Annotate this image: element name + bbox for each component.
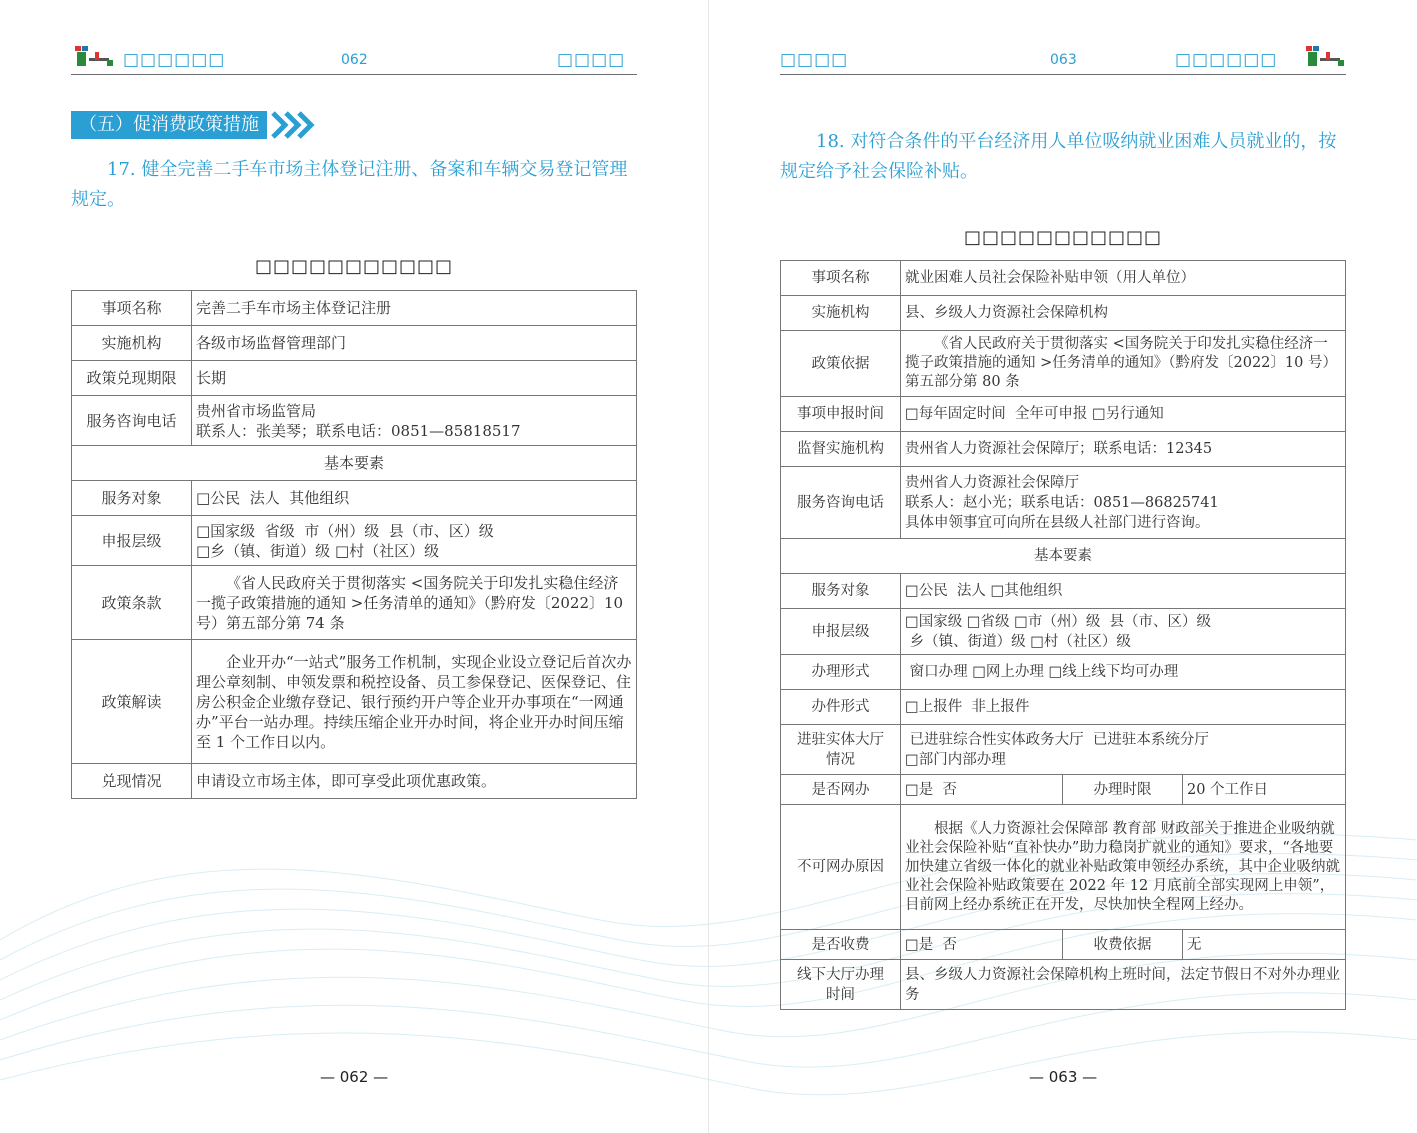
page-header <box>71 44 637 75</box>
level-label: 申报层级 <box>72 516 192 566</box>
item-name-value: 完善二手车市场主体登记注册 <box>192 291 637 326</box>
page-footer: — 062 — <box>320 1068 389 1086</box>
apply-time-value: □每年固定时间 ￼ 全年可申报 □另行通知 <box>901 397 1346 432</box>
level-line-2: ￼ 乡（镇、街道）级 □村（社区）级 <box>905 633 1131 650</box>
online-label: 是否网办 <box>781 775 901 805</box>
basic-elements-heading: 基本要素 <box>781 539 1346 574</box>
table-title: □□□□□□□□□□□ <box>963 227 1163 248</box>
submit-label: 办件形式 <box>781 690 901 725</box>
item-name-label: 事项名称 <box>781 261 901 296</box>
page-062 <box>0 0 708 1133</box>
reason-label: 不可网办原因 <box>781 805 901 930</box>
page-063 <box>709 0 1417 1133</box>
fee-basis-label: 收费依据 <box>1063 930 1183 960</box>
chevron-right-icon <box>269 111 317 139</box>
level-value <box>901 609 1346 655</box>
agency-value: 各级市场监督管理部门 <box>192 326 637 361</box>
status-label: 兑现情况 <box>72 764 192 799</box>
logo-icon <box>1302 44 1348 72</box>
limit-label: 办理时限 <box>1063 775 1183 805</box>
agency-label: 实施机构 <box>72 326 192 361</box>
phone-label: 服务咨询电话 <box>781 467 901 539</box>
fee-basis-value: 无 <box>1183 930 1346 960</box>
limit-value: 20 个工作日 <box>1183 775 1346 805</box>
hall-label <box>781 725 901 775</box>
header-page-number: 062 <box>341 52 368 68</box>
basic-elements-heading: 基本要素 <box>72 446 637 481</box>
offline-value: 县、乡级人力资源社会保障机构上班时间，法定节假日不对外办理业务 <box>901 960 1346 1010</box>
period-label: 政策兑现期限 <box>72 361 192 396</box>
target-value: □公民 ￼ 法人 ￼ 其他组织 <box>192 481 637 516</box>
logo-icon <box>71 44 117 72</box>
page-header <box>780 44 1346 75</box>
policy-paragraph: 18. 对符合条件的平台经济用人单位吸纳就业困难人员就业的，按规定给予社会保险补贴。 <box>780 131 1337 182</box>
clause-value: 《省人民政府关于贯彻落实 <国务院关于印发扎实稳住经济一揽子政策措施的通知 >任务清单的通知》（黔府发〔2022〕10 号）第五部分第 74 条 <box>192 566 637 640</box>
level-line-2: □乡（镇、街道）级 □村（社区）级 <box>196 541 440 560</box>
online-value: □是 ￼ 否 <box>901 775 1063 805</box>
fee-value: □是 ￼ 否 <box>901 930 1063 960</box>
header-left-title: □□□□ <box>780 50 849 70</box>
fee-label: 是否收费 <box>781 930 901 960</box>
header-right-title: □□□□ <box>557 50 626 70</box>
policy-paragraph: 17. 健全完善二手车市场主体登记注册、备案和车辆交易登记管理规定。 <box>71 159 628 210</box>
phone-contact: 联系人：张美琴；联系电话：0851—85818517 <box>196 421 521 440</box>
hall-value <box>901 725 1346 775</box>
table-title: □□□□□□□□□□□ <box>254 256 454 277</box>
status-value: 申请设立市场主体，即可享受此项优惠政策。 <box>192 764 637 799</box>
phone-org: 贵州省市场监管局 <box>196 401 317 420</box>
target-label: 服务对象 <box>72 481 192 516</box>
target-label: 服务对象 <box>781 574 901 609</box>
item-name-label: 事项名称 <box>72 291 192 326</box>
interpret-value: 企业开办“一站式”服务工作机制，实现企业设立登记后首次办理公章刻制、申领发票和税控设备、员工参保登记、医保登记、住房公积金企业缴存登记、银行预约开户等企业开办事项在“一网通办”平台一站办理。持续压缩企业开办时间，将企业开办时间压缩至 1 个工作日以内。 <box>192 640 637 764</box>
header-right-title: □□□□□□ <box>1175 50 1278 70</box>
basis-value: 《省人民政府关于贯彻落实 <国务院关于印发扎实稳住经济一揽子政策措施的通知 >任务清单的通知》（黔府发〔2022〕10 号）第五部分第 80 条 <box>901 331 1346 397</box>
policy-table <box>780 260 1346 1010</box>
basis-label: 政策依据 <box>781 331 901 397</box>
hall-label-line-2: 情况 <box>826 751 855 768</box>
policy-table <box>71 290 637 799</box>
header-page-number: 063 <box>1050 52 1077 68</box>
section-tag <box>71 111 317 139</box>
phone-label: 服务咨询电话 <box>72 396 192 446</box>
section-tag-label: （五）促消费政策措施 <box>71 111 267 139</box>
reason-value: 根据《人力资源社会保障部 教育部 财政部关于推进企业吸纳就业社会保险补贴“直补快办”助力稳岗扩就业的通知》要求，“各地要加快建立省级一体化的就业补贴政策申领经办系统，其中企业吸纳就业社会保险补贴政策要在 2022 年 12 月底前全部实现网上申领”，目前网上经办系统正在开发，尽快加快全程网上经办。 <box>901 805 1346 930</box>
level-label: 申报层级 <box>781 609 901 655</box>
clause-label: 政策条款 <box>72 566 192 640</box>
hall-line-1: ￼ 已进驻综合性实体政务大厅 ￼ 已进驻本系统分厅 <box>905 731 1209 748</box>
target-value: □公民 ￼ 法人 □其他组织 <box>901 574 1346 609</box>
level-line-1: □国家级 □省级 □市（州）级 ￼ 县（市、区）级 <box>905 613 1212 630</box>
item-name-value: 就业困难人员社会保险补贴申领（用人单位） <box>901 261 1346 296</box>
level-line-1: □国家级 ￼ 省级 ￼ 市（州）级 ￼ 县（市、区）级 <box>196 521 494 540</box>
interpret-label: 政策解读 <box>72 640 192 764</box>
apply-time-label: 事项申报时间 <box>781 397 901 432</box>
submit-value: □上报件 ￼ 非上报件 <box>901 690 1346 725</box>
level-value <box>192 516 637 566</box>
header-left-title: □□□□□□ <box>123 50 226 70</box>
offline-label <box>781 960 901 1010</box>
agency-label: 实施机构 <box>781 296 901 331</box>
hall-line-2: □部门内部办理 <box>905 751 1006 768</box>
form-value: ￼ 窗口办理 □网上办理 □线上线下均可办理 <box>901 655 1346 690</box>
page-footer: — 063 — <box>1029 1068 1098 1086</box>
agency-value: 县、乡级人力资源社会保障机构 <box>901 296 1346 331</box>
hall-label-line-1: 进驻实体大厅 <box>797 731 884 748</box>
phone-contact: 联系人：赵小光；联系电话：0851—86825741 <box>905 494 1219 511</box>
offline-label-line-2: 时间 <box>826 986 855 1003</box>
phone-note: 具体申领事宜可向所在县级人社部门进行咨询。 <box>905 514 1210 531</box>
phone-org: 贵州省人力资源社会保障厅 <box>905 474 1079 491</box>
form-label: 办理形式 <box>781 655 901 690</box>
phone-value <box>192 396 637 446</box>
phone-value <box>901 467 1346 539</box>
supervise-value: 贵州省人力资源社会保障厅；联系电话：12345 <box>901 432 1346 467</box>
offline-label-line-1: 线下大厅办理 <box>797 966 884 983</box>
supervise-label: 监督实施机构 <box>781 432 901 467</box>
period-value: 长期 <box>192 361 637 396</box>
